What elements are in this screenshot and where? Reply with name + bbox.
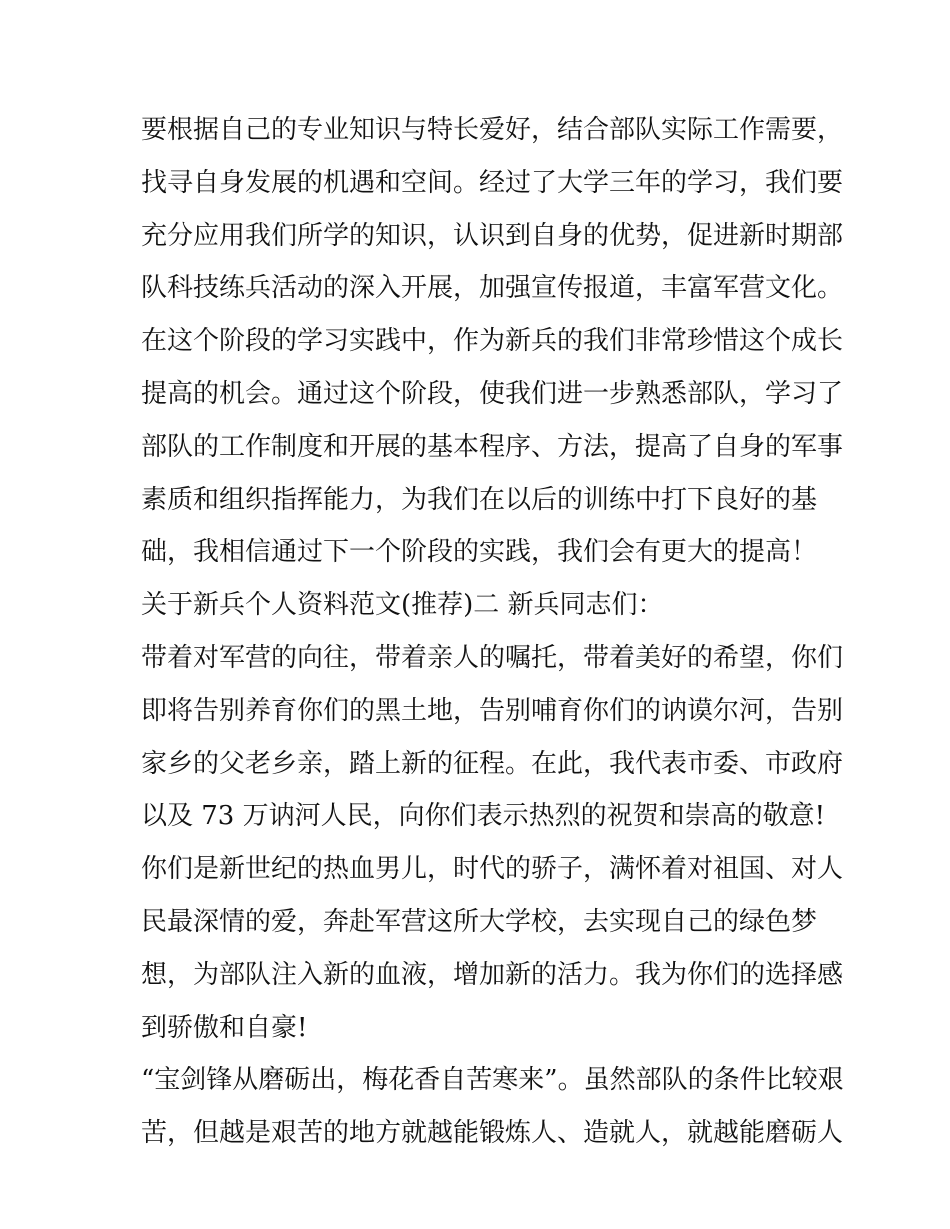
section-heading-line: 关于新兵个人资料范文(推荐)二 新兵同志们：: [141, 590, 664, 621]
text-line-11: 带着对军营的向往，带着亲人的嘱托，带着美好的希望，你们: [141, 642, 844, 673]
text-line-5: 在这个阶段的学习实践中，作为新兵的我们非常珍惜这个成长: [141, 326, 844, 357]
document-body: [141, 104, 844, 1160]
text-line-7: 部队的工作制度和开展的基本程序、方法，提高了自身的军事: [141, 431, 844, 462]
text-line-20: 苦，但越是艰苦的地方就越能锻炼人、造就人，就越能磨砺人: [141, 1118, 844, 1149]
text-line-1: 要根据自己的专业知识与特长爱好，结合部队实际工作需要，: [141, 115, 844, 145]
text-line-6: 提高的机会。通过这个阶段，使我们进一步熟悉部队，学习了: [141, 378, 844, 409]
text-line-8: 素质和组织指挥能力，为我们在以后的训练中打下良好的基: [141, 484, 818, 515]
text-line-18: 到骄傲和自豪!: [141, 1012, 308, 1043]
text-line-12: 即将告别养育你们的黑土地，告别哺育你们的讷谟尔河，告别: [141, 695, 844, 726]
text-line-4: 队科技练兵活动的深入开展，加强宣传报道，丰富军营文化。: [141, 273, 844, 304]
text-line-9: 础，我相信通过下一个阶段的实践，我们会有更大的提高！: [141, 537, 818, 568]
text-line-17: 想，为部队注入新的血液，增加新的活力。我为你们的选择感: [141, 959, 844, 990]
text-line-13: 家乡的父老乡亲，踏上新的征程。在此，我代表市委、市政府: [141, 748, 844, 779]
text-line-19: “宝剑锋从磨砺出，梅花香自苦寒来”。虽然部队的条件比较艰: [141, 1065, 844, 1096]
text-line-16: 民最深情的爱，奔赴军营这所大学校，去实现自己的绿色梦: [141, 906, 818, 937]
text-line-3: 充分应用我们所学的知识，认识到自身的优势，促进新时期部: [141, 220, 844, 251]
text-line-2: 找寻自身发展的机遇和空间。经过了大学三年的学习，我们要: [141, 167, 844, 198]
text-line-14: 以及 73 万讷河人民，向你们表示热烈的祝贺和崇高的敬意!: [141, 801, 826, 832]
text-line-15: 你们是新世纪的热血男儿，时代的骄子，满怀着对祖国、对人: [141, 854, 844, 885]
